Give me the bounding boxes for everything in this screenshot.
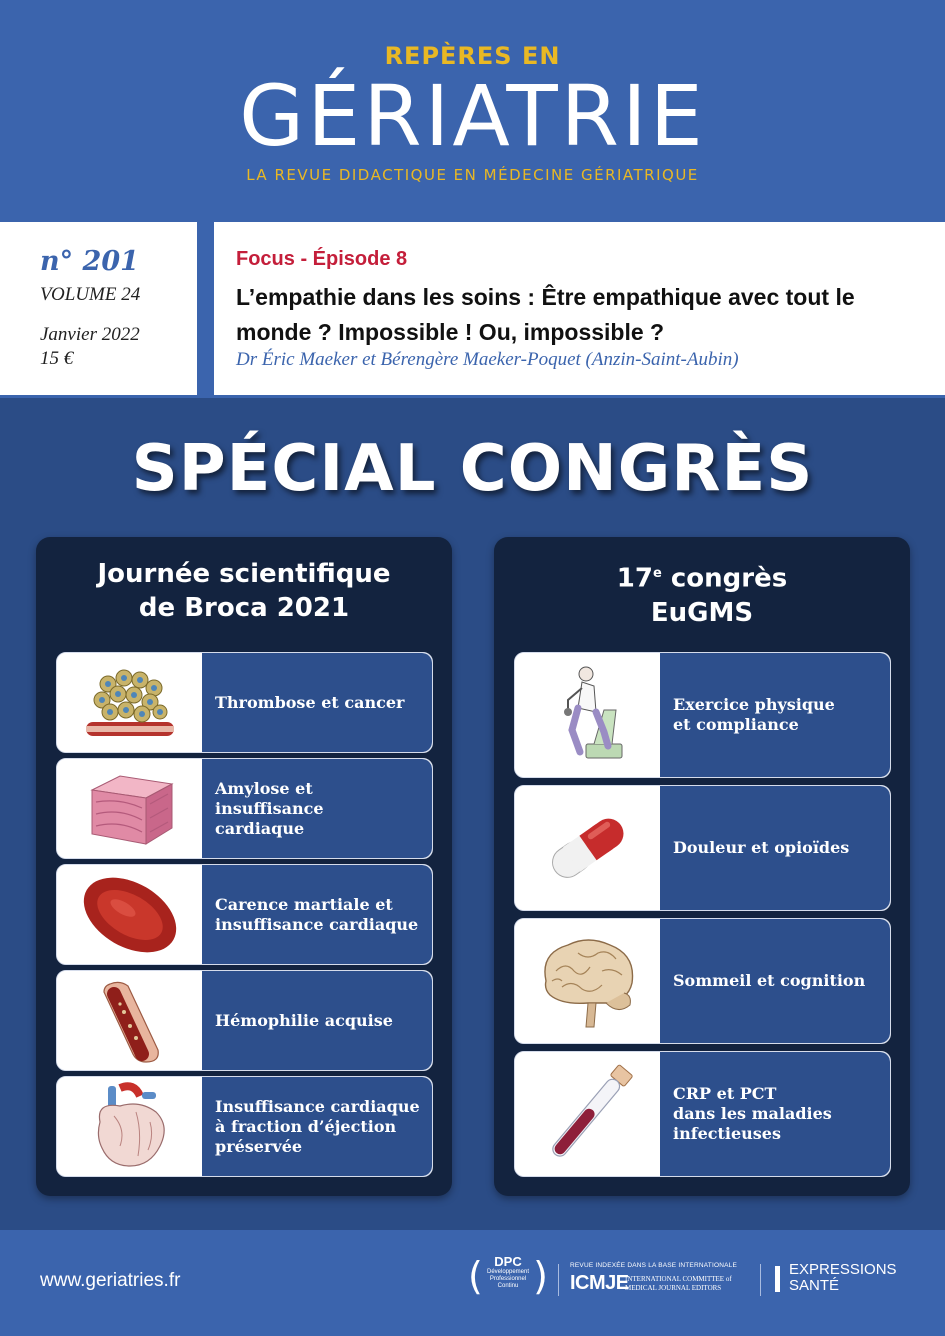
topic-label-box (660, 653, 890, 777)
topic-label: Carence martiale et insuffisance cardiaque (215, 894, 419, 934)
issue-volume: VOLUME 24 (40, 284, 141, 305)
topic-card-hemophilie[interactable] (56, 970, 433, 1071)
topic-label: Hémophilie acquise (215, 1010, 393, 1030)
footer-divider (558, 1264, 559, 1296)
topic-label-box (202, 865, 432, 964)
panel-eugms-title-rest: congrès (661, 563, 788, 594)
tissue-block-icon (57, 759, 202, 858)
topic-card-insuffisance[interactable] (56, 1076, 433, 1177)
topic-label: Sommeil et cognition (673, 971, 866, 990)
dpc-logo-title: DPC (494, 1254, 522, 1269)
blood-vessel-icon (57, 971, 202, 1070)
footer-divider (760, 1264, 761, 1296)
topic-card-exercice[interactable] (514, 652, 891, 778)
focus-label: Focus - Épisode 8 (236, 248, 408, 270)
topic-label-box (660, 919, 890, 1043)
heart-icon (57, 1077, 202, 1176)
exercise-bike-icon (515, 653, 660, 777)
topic-card-carence[interactable] (56, 864, 433, 965)
topic-label-box (202, 759, 432, 858)
topic-label: CRP et PCT dans les maladies infectieuses (673, 1084, 832, 1143)
topic-label-box (660, 1052, 890, 1176)
icmje-caption: REVUE INDEXÉE DANS LA BASE INTERNATIONALE (570, 1262, 738, 1269)
publisher-logo-line2: SANTÉ (789, 1277, 840, 1294)
publisher-logo (789, 1262, 897, 1294)
issue-box (0, 222, 197, 395)
topic-label-box (202, 1077, 432, 1176)
panel-broca-title-line2: de Broca 2021 (138, 593, 350, 623)
journal-tagline: LA REVUE DIDACTIQUE EN MÉDECINE GÉRIATRIQUE (246, 166, 699, 184)
panel-eugms (494, 537, 910, 1196)
topic-label: Thrombose et cancer (215, 692, 405, 712)
topic-label: Insuffisance cardiaque à fraction d’éjection préservée (215, 1096, 420, 1156)
dpc-logo-subtitle: Développement Professionnel Continu (486, 1269, 530, 1289)
issue-price: 15 € (40, 348, 74, 369)
masthead-kicker: REPÈRES EN (384, 42, 561, 70)
masthead (0, 0, 945, 222)
dpc-logo (470, 1254, 546, 1298)
topic-label-box (202, 971, 432, 1070)
panel-broca-title-line1: Journée scientifique (97, 559, 391, 589)
paren-left-icon: ( (468, 1254, 483, 1298)
info-bar (0, 222, 945, 398)
tumor-cells-icon (57, 653, 202, 752)
capsule-icon (515, 786, 660, 910)
website-link[interactable]: www.geriatries.fr (40, 1270, 181, 1291)
topic-label: Douleur et opioïdes (673, 838, 850, 857)
test-tube-icon (515, 1052, 660, 1176)
panel-broca (36, 537, 452, 1196)
topic-label-box (202, 653, 432, 752)
topic-card-douleur[interactable] (514, 785, 891, 911)
topic-label-box (660, 786, 890, 910)
publisher-logo-line1: EXPRESSIONS (789, 1261, 897, 1278)
topic-card-crp[interactable] (514, 1051, 891, 1177)
topic-card-amylose[interactable] (56, 758, 433, 859)
special-title: SPÉCIAL CONGRÈS (131, 432, 814, 506)
journal-logo: GÉRIATRIE (239, 67, 706, 165)
icmje-logo: ICMJE (570, 1272, 629, 1294)
panel-broca-title (36, 557, 452, 625)
issue-date: Janvier 2022 (40, 324, 140, 345)
focus-title[interactable]: L’empathie dans les soins : Être empathique avec tout le monde ? Impossible ! Ou, impossible ? (236, 284, 855, 345)
topic-label: Exercice physique et compliance (673, 695, 835, 734)
issue-number: n° 201 (40, 246, 139, 277)
focus-box[interactable] (214, 222, 945, 395)
topic-card-thrombose[interactable] (56, 652, 433, 753)
focus-authors: Dr Éric Maeker et Bérengère Maeker-Poquet (Anzin-Saint-Aubin) (236, 349, 739, 370)
red-blood-cell-icon (57, 865, 202, 964)
publisher-logo-bar-icon (775, 1266, 780, 1292)
panel-eugms-title-num: 17 (616, 563, 653, 594)
paren-right-icon: ) (533, 1254, 548, 1298)
icmje-fullname: INTERNATIONAL COMMITTEE of MEDICAL JOURNAL EDITORS (625, 1275, 732, 1292)
panel-eugms-title-line2: EuGMS (650, 597, 754, 628)
panel-eugms-title (494, 557, 910, 630)
topic-card-sommeil[interactable] (514, 918, 891, 1044)
footer (0, 1230, 945, 1336)
panel-eugms-title-sup: e (652, 566, 662, 581)
topic-label: Amylose et insuffisance cardiaque (215, 778, 324, 838)
brain-icon (515, 919, 660, 1043)
